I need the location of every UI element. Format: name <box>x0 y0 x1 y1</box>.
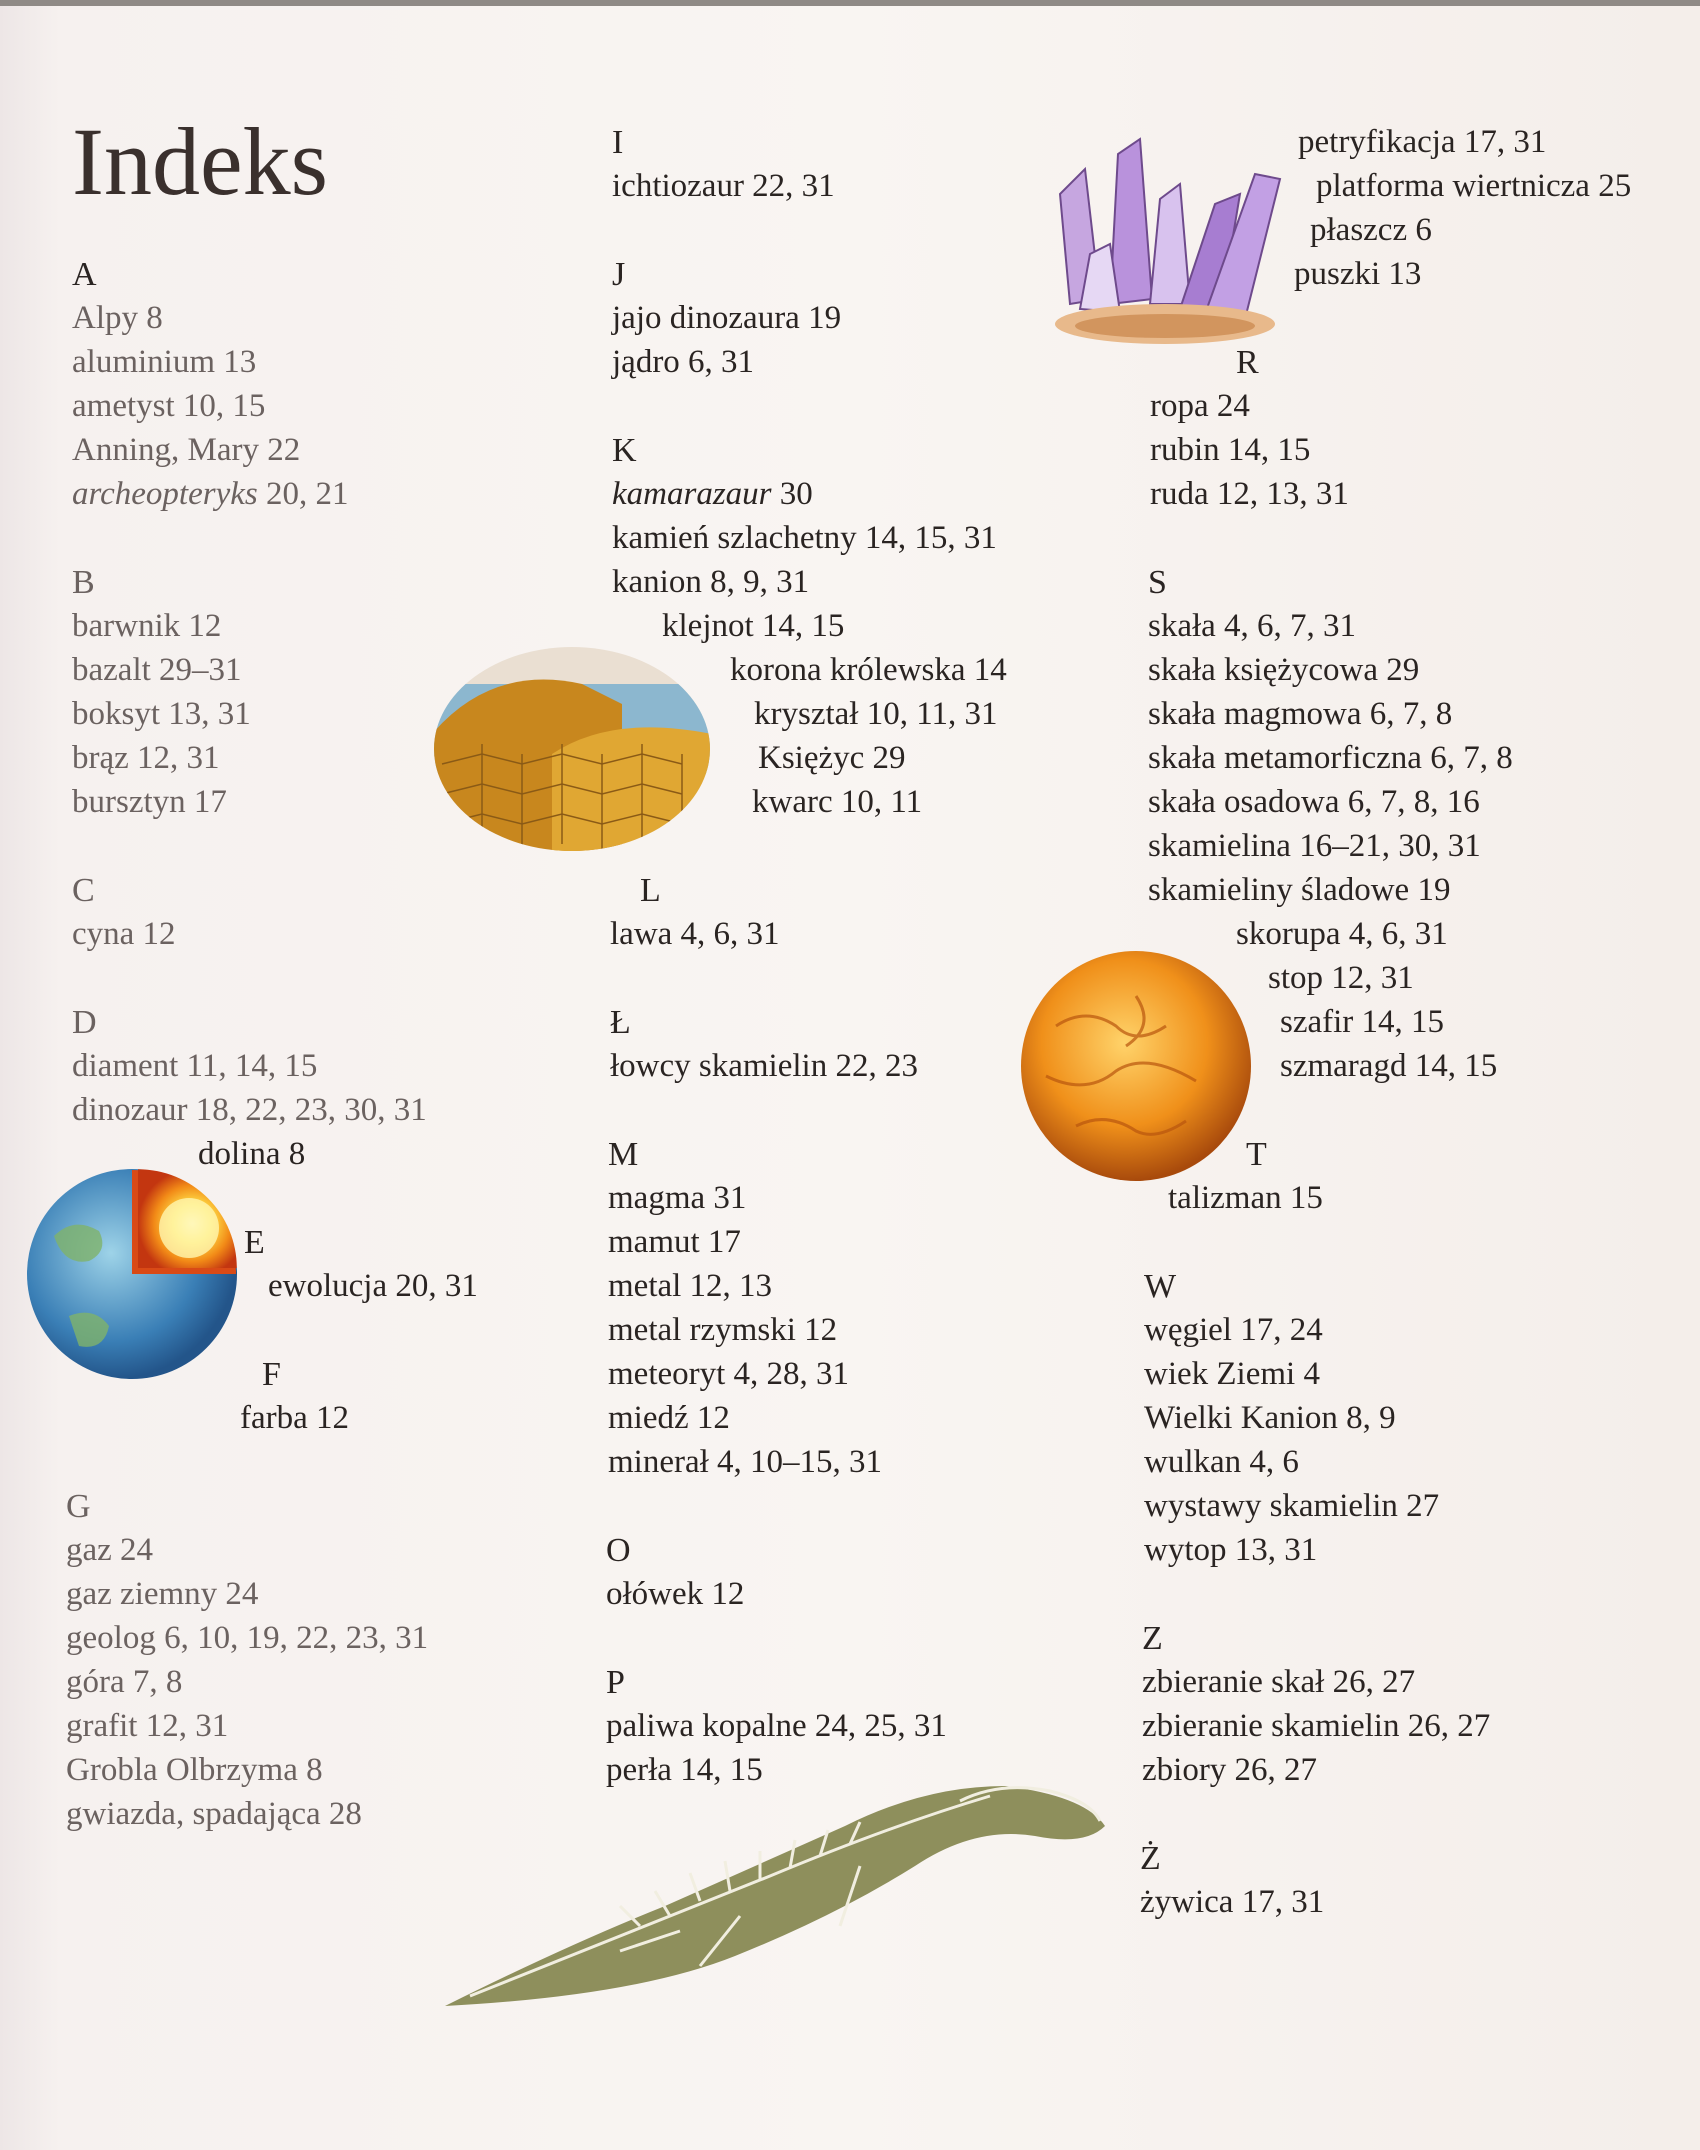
letter-heading-o: O <box>606 1532 631 1569</box>
letter-heading-m: M <box>608 1136 639 1173</box>
index-entry <box>612 478 813 511</box>
letter-heading-l: L <box>640 872 661 909</box>
letter-heading-t: T <box>1246 1136 1267 1173</box>
index-entry: meteoryt 4, 28, 31 <box>608 1356 850 1392</box>
index-entry: ropa 24 <box>1150 388 1250 424</box>
index-entry: grafit 12, 31 <box>66 1708 229 1744</box>
index-term-italic: kamarazaur <box>612 476 772 512</box>
index-entry: skała 4, 6, 7, 31 <box>1148 608 1357 644</box>
index-entry: zbiory 26, 27 <box>1142 1752 1318 1788</box>
letter-heading-i: I <box>612 124 624 161</box>
letter-heading-e: E <box>244 1224 265 1261</box>
letter-heading-w: W <box>1144 1268 1177 1305</box>
index-entry: bursztyn 17 <box>72 784 227 820</box>
index-entry: jądro 6, 31 <box>612 344 755 380</box>
index-pages: 20, 21 <box>257 476 349 512</box>
letter-heading-r: R <box>1236 344 1259 381</box>
index-entry: wystawy skamielin 27 <box>1144 1488 1440 1524</box>
index-entry: minerał 4, 10–15, 31 <box>608 1444 883 1480</box>
earth-cutaway-illustration <box>14 1156 264 1386</box>
index-entry: magma 31 <box>608 1180 747 1216</box>
index-entry: skorupa 4, 6, 31 <box>1236 916 1448 952</box>
index-entry: perła 14, 15 <box>606 1752 763 1788</box>
index-entry: brąz 12, 31 <box>72 740 220 776</box>
index-entry: zbieranie skamielin 26, 27 <box>1142 1708 1491 1744</box>
index-entry: dinozaur 18, 22, 23, 30, 31 <box>72 1092 427 1128</box>
index-entry: petryfikacja 17, 31 <box>1298 124 1547 160</box>
letter-heading-p: P <box>606 1664 625 1701</box>
index-entry: ametyst 10, 15 <box>72 388 266 424</box>
index-entry: węgiel 17, 24 <box>1144 1312 1323 1348</box>
index-entry: mamut 17 <box>608 1224 741 1260</box>
giants-causeway-illustration <box>432 644 712 854</box>
letter-heading-g: G <box>66 1488 91 1525</box>
index-entry: farba 12 <box>240 1400 350 1436</box>
letter-heading-d: D <box>72 1004 97 1041</box>
index-entry: boksyt 13, 31 <box>72 696 251 732</box>
index-entry: dolina 8 <box>198 1136 306 1172</box>
index-entry: gaz ziemny 24 <box>66 1576 259 1612</box>
index-entry: lawa 4, 6, 31 <box>610 916 780 952</box>
index-entry: skała osadowa 6, 7, 8, 16 <box>1148 784 1480 820</box>
index-entry: platforma wiertnicza 25 <box>1316 168 1632 204</box>
index-entry: stop 12, 31 <box>1268 960 1414 996</box>
index-entry: szafir 14, 15 <box>1280 1004 1445 1040</box>
index-entry: Grobla Olbrzyma 8 <box>66 1752 323 1788</box>
index-entry: kanion 8, 9, 31 <box>612 564 810 600</box>
index-entry: kwarc 10, 11 <box>752 784 923 820</box>
index-entry: ołówek 12 <box>606 1576 745 1612</box>
index-entry: kryształ 10, 11, 31 <box>754 696 998 732</box>
index-entry: skamielina 16–21, 30, 31 <box>1148 828 1481 864</box>
index-entry: diament 11, 14, 15 <box>72 1048 318 1084</box>
index-entry: Księżyc 29 <box>758 740 906 776</box>
index-entry: wiek Ziemi 4 <box>1144 1356 1320 1392</box>
index-entry: metal 12, 13 <box>608 1268 773 1304</box>
letter-heading-a: A <box>72 256 97 293</box>
crystals-illustration <box>1040 134 1290 349</box>
index-entry: metal rzymski 12 <box>608 1312 838 1348</box>
index-entry: ruda 12, 13, 31 <box>1150 476 1349 512</box>
index-entry: płaszcz 6 <box>1310 212 1432 248</box>
index-entry: żywica 17, 31 <box>1140 1884 1325 1920</box>
index-entry: szmaragd 14, 15 <box>1280 1048 1498 1084</box>
index-entry: Anning, Mary 22 <box>72 432 301 468</box>
index-entry: skała księżycowa 29 <box>1148 652 1420 688</box>
letter-heading-b: B <box>72 564 95 601</box>
index-entry: Alpy 8 <box>72 300 163 336</box>
index-entry: skamieliny śladowe 19 <box>1148 872 1451 908</box>
index-entry: jajo dinozaura 19 <box>612 300 842 336</box>
letter-heading-z: Z <box>1142 1620 1163 1657</box>
letter-heading-s: S <box>1148 564 1167 601</box>
index-entry: ewolucja 20, 31 <box>268 1268 478 1304</box>
index-entry: rubin 14, 15 <box>1150 432 1311 468</box>
index-entry: skała metamorficzna 6, 7, 8 <box>1148 740 1513 776</box>
index-entry: aluminium 13 <box>72 344 257 380</box>
index-entry: miedź 12 <box>608 1400 730 1436</box>
planet-venus-illustration <box>1016 946 1256 1186</box>
index-entry: ichtiozaur 22, 31 <box>612 168 835 204</box>
index-entry: Wielki Kanion 8, 9 <box>1144 1400 1396 1436</box>
index-entry: gwiazda, spadająca 28 <box>66 1796 362 1832</box>
index-entry <box>72 478 348 511</box>
index-entry: paliwa kopalne 24, 25, 31 <box>606 1708 947 1744</box>
index-entry: puszki 13 <box>1294 256 1422 292</box>
index-entry: korona królewska 14 <box>730 652 1007 688</box>
index-entry: talizman 15 <box>1168 1180 1323 1216</box>
index-entry: wytop 13, 31 <box>1144 1532 1318 1568</box>
index-entry: bazalt 29–31 <box>72 652 242 688</box>
index-entry: klejnot 14, 15 <box>662 608 845 644</box>
index-entry: góra 7, 8 <box>66 1664 183 1700</box>
index-entry: gaz 24 <box>66 1532 154 1568</box>
index-pages: 30 <box>771 476 813 512</box>
letter-heading-f: F <box>262 1356 281 1393</box>
index-entry: skała magmowa 6, 7, 8 <box>1148 696 1453 732</box>
index-entry: barwnik 12 <box>72 608 222 644</box>
page-title: Indeks <box>72 108 328 215</box>
index-entry: cyna 12 <box>72 916 176 952</box>
fossil-skeleton-illustration <box>440 1752 1120 2016</box>
index-entry: geolog 6, 10, 19, 22, 23, 31 <box>66 1620 429 1656</box>
letter-heading-j: J <box>612 256 626 293</box>
letter-heading-l-stroke: Ł <box>610 1004 631 1041</box>
index-entry: kamień szlachetny 14, 15, 31 <box>612 520 997 556</box>
index-term-italic: archeopteryks <box>72 476 258 512</box>
index-entry: wulkan 4, 6 <box>1144 1444 1299 1480</box>
letter-heading-c: C <box>72 872 95 909</box>
index-entry: łowcy skamielin 22, 23 <box>610 1048 918 1084</box>
letter-heading-z-dot: Ż <box>1140 1840 1161 1877</box>
index-entry: zbieranie skał 26, 27 <box>1142 1664 1416 1700</box>
letter-heading-k: K <box>612 432 637 469</box>
